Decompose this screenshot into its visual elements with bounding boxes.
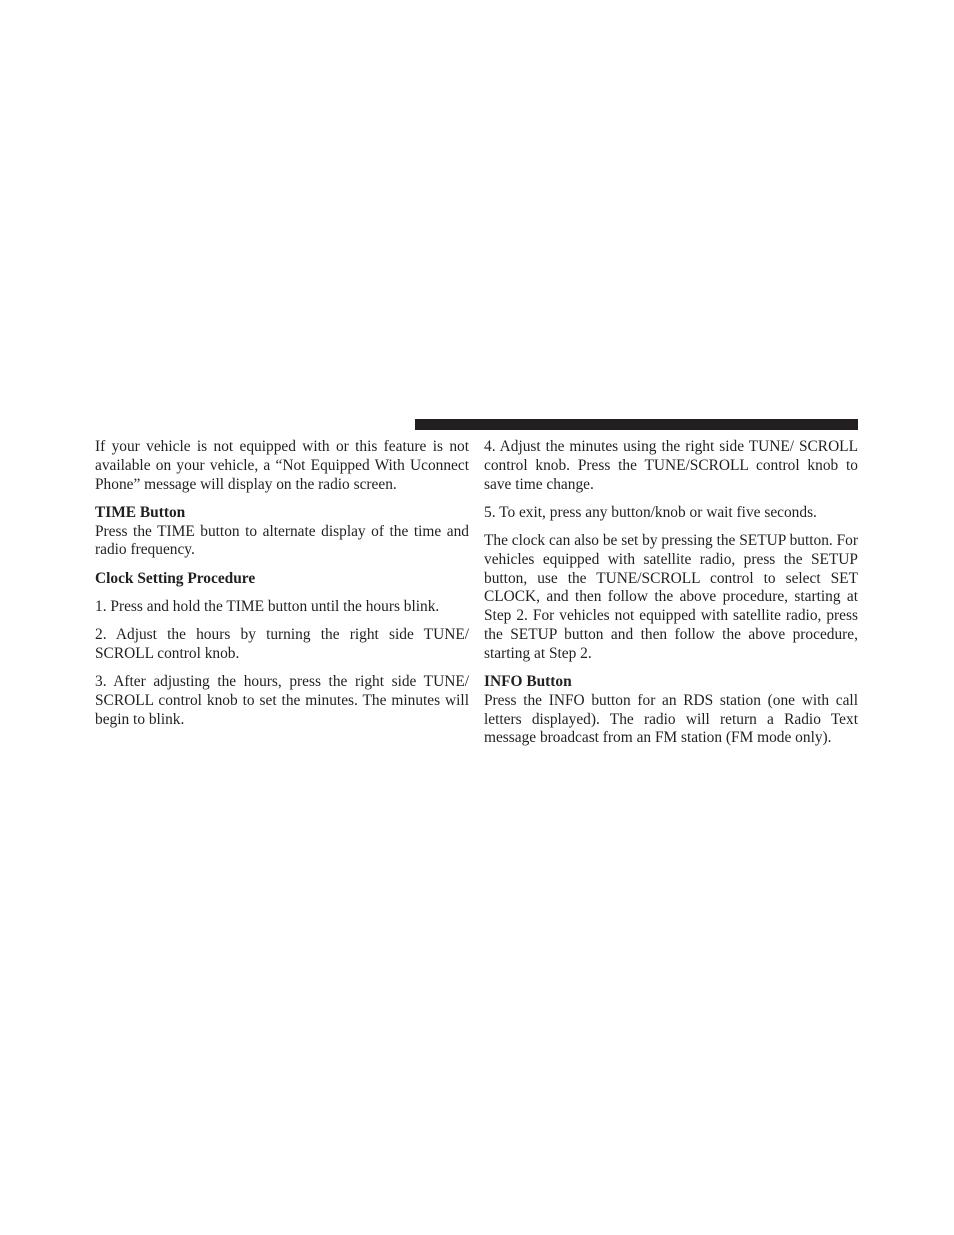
setup-clock-paragraph: The clock can also be set by pressing the SETUP button. For vehicles equipped with satellite radio, press the SETUP button, use the TUNE/SCROLL control to select SET CLOCK, and then follow the above procedure, starting at Step 2. For vehicles not equipped with satellite radio, press the SETUP button and then follow the above procedure, starting at Step 2.	[484, 531, 858, 662]
time-button-description: Press the TIME button to alternate display of the time and radio frequency.	[95, 522, 469, 559]
info-button-description: Press the INFO button for an RDS station (one with call letters displayed). The radio will return a Radio Text message broadcast from an FM station (FM mode only).	[484, 691, 858, 747]
clock-setting-heading: Clock Setting Procedure	[95, 569, 256, 587]
clock-step-2: 2. Adjust the hours by turning the right side TUNE/ SCROLL control knob.	[95, 625, 469, 662]
left-column	[95, 438, 469, 739]
right-column	[484, 438, 858, 758]
info-button-heading: INFO Button	[484, 672, 572, 690]
section-header-bar	[415, 419, 858, 430]
clock-step-4: 4. Adjust the minutes using the right side TUNE/ SCROLL control knob. Press the TUNE/SCROLL control knob to save time change.	[484, 438, 858, 493]
intro-paragraph: If your vehicle is not equipped with or this feature is not available on your vehicle, a “Not Equipped With Uconnect Phone” message will display on the radio screen.	[95, 438, 469, 493]
time-button-heading: TIME Button	[95, 503, 186, 521]
clock-step-1: 1. Press and hold the TIME button until the hours blink.	[95, 597, 440, 615]
clock-step-5: 5. To exit, press any button/knob or wait five seconds.	[484, 503, 817, 521]
clock-step-3: 3. After adjusting the hours, press the right side TUNE/ SCROLL control knob to set the minutes. The minutes will begin to blink.	[95, 672, 469, 728]
